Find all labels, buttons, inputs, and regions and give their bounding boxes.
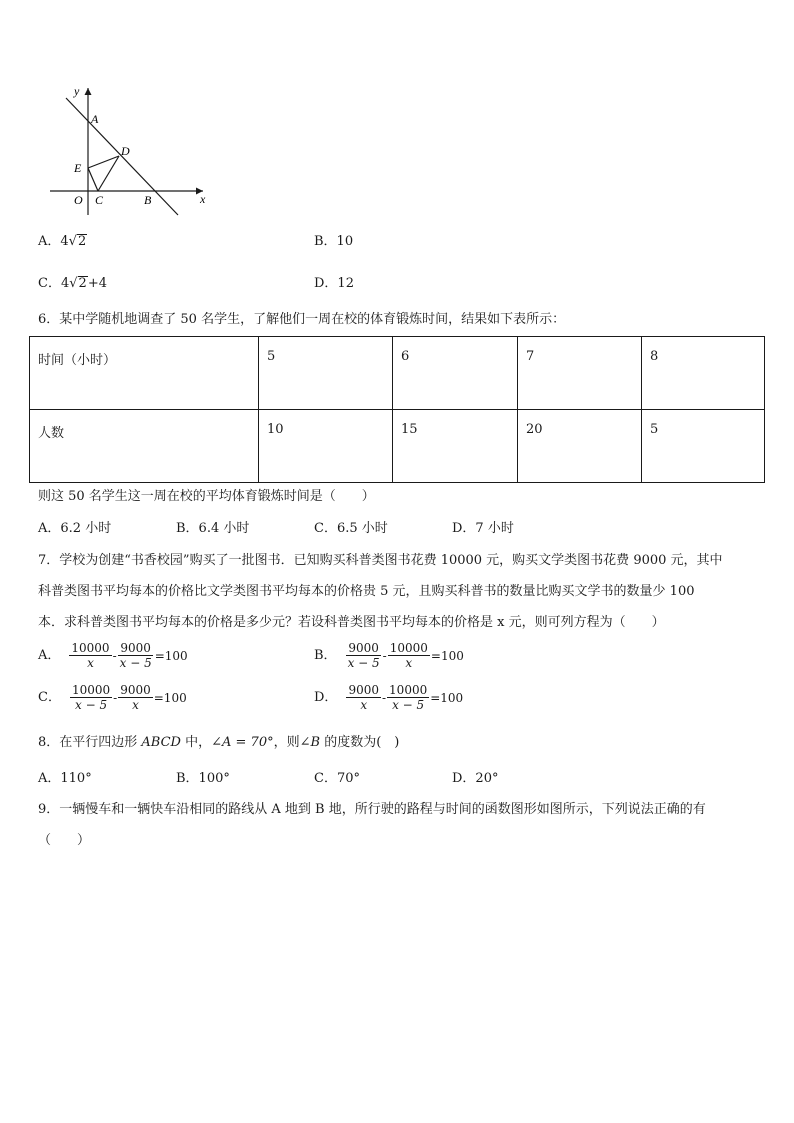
q8-option-d[interactable]: D．20° [452,771,499,786]
segment-ed [88,156,119,168]
segment-cd [98,156,119,191]
q6-option-d[interactable]: D．7 小时 [452,521,514,536]
table-row [30,410,765,483]
q7-option-c[interactable]: C． $\frac{10000}{x - 5}$ - $\frac{9000}{x}$ =100 [38,683,187,712]
label-c: C [95,193,104,207]
fraction: $\frac{10000}{x - 5}$ [389,683,428,712]
table-header-hours: 时间（小时） [30,337,259,410]
q7-option-b[interactable]: B． $\frac{9000}{x - 5}$ - $\frac{10000}{x}$ =100 [314,641,464,670]
q6-option-c[interactable]: C．6.5 小时 [314,521,388,536]
q8-option-b[interactable]: B．100° [176,771,230,786]
table-cell: 15 [393,410,518,483]
fraction: $\frac{10000}{x}$ [71,641,110,670]
label-a: A [91,112,99,126]
q6-question: 则这 50 名学生这一周在校的平均体育锻炼时间是（ ） [38,489,375,504]
fraction: $\frac{9000}{x - 5}$ [347,641,380,670]
table-cell: 8 [642,337,765,410]
segment-ec [88,168,98,191]
fraction: $\frac{9000}{x}$ [348,683,379,712]
fraction: $\frac{10000}{x - 5}$ [71,683,111,712]
table-cell: 20 [518,410,642,483]
q9-stem-line2: （ ） [38,833,91,848]
q9-stem-line1: 9．一辆慢车和一辆快车沿相同的路线从 A 地到 B 地，所行驶的路程与时间的函数图形如图所示，下列说法正确的有 [38,802,706,817]
q5-option-c[interactable]: C．4√2+4 [38,276,107,291]
fraction: $\frac{9000}{x}$ [120,683,151,712]
table-header-count: 人数 [30,410,259,483]
survey-table [29,336,765,483]
fraction: $\frac{10000}{x}$ [389,641,428,670]
table-cell: 6 [393,337,518,410]
table-row [30,337,765,410]
fraction: $\frac{9000}{x - 5}$ [119,641,152,670]
q6-stem: 6．某中学随机地调查了 50 名学生，了解他们一周在校的体育锻炼时间，结果如下表所示： [38,312,566,327]
label-d: D [121,144,130,158]
q6-option-a[interactable]: A．6.2 小时 [38,521,112,536]
q6-option-b[interactable]: B．6.4 小时 [176,521,250,536]
q7-option-d[interactable]: D． $\frac{9000}{x}$ - $\frac{10000}{x - 5}$ =100 [314,683,464,712]
q8-option-c[interactable]: C．70° [314,771,360,786]
q5-option-d[interactable]: D．12 [314,276,354,291]
q7-stem-line1: 7．学校为创建“书香校园”购买了一批图书．已知购买科普类图书花费 10000 元，购买文学类图书花费 9000 元，其中 [38,553,723,568]
label-y: y [74,84,80,98]
label-o: O [74,193,83,207]
q5-option-b[interactable]: B．10 [314,234,354,249]
table-cell: 7 [518,337,642,410]
label-b: B [144,193,152,207]
q8-option-a[interactable]: A．110° [38,771,92,786]
label-x: x [200,192,206,206]
q7-option-a[interactable]: A． $\frac{10000}{x}$ - $\frac{9000}{x - 5}$ =100 [38,641,188,670]
q7-stem-line2: 科普类图书平均每本的价格比文学类图书平均每本的价格贵 5 元，且购买科普书的数量比购买文学书的数量少 100 [38,584,695,599]
table-cell: 10 [259,410,393,483]
q5-option-a[interactable]: A．4√2 [38,234,87,249]
table-cell: 5 [642,410,765,483]
label-e: E [74,161,82,175]
table-cell: 5 [259,337,393,410]
coordinate-figure [0,0,794,240]
q8-stem: 8．在平行四边形 ABCD 中，∠A = 70°，则∠B 的度数为( ) [38,735,400,750]
q7-stem-line3: 本．求科普类图书平均每本的价格是多少元？若设科普类图书平均每本的价格是 x 元，则可列方程为（ ） [38,615,665,630]
